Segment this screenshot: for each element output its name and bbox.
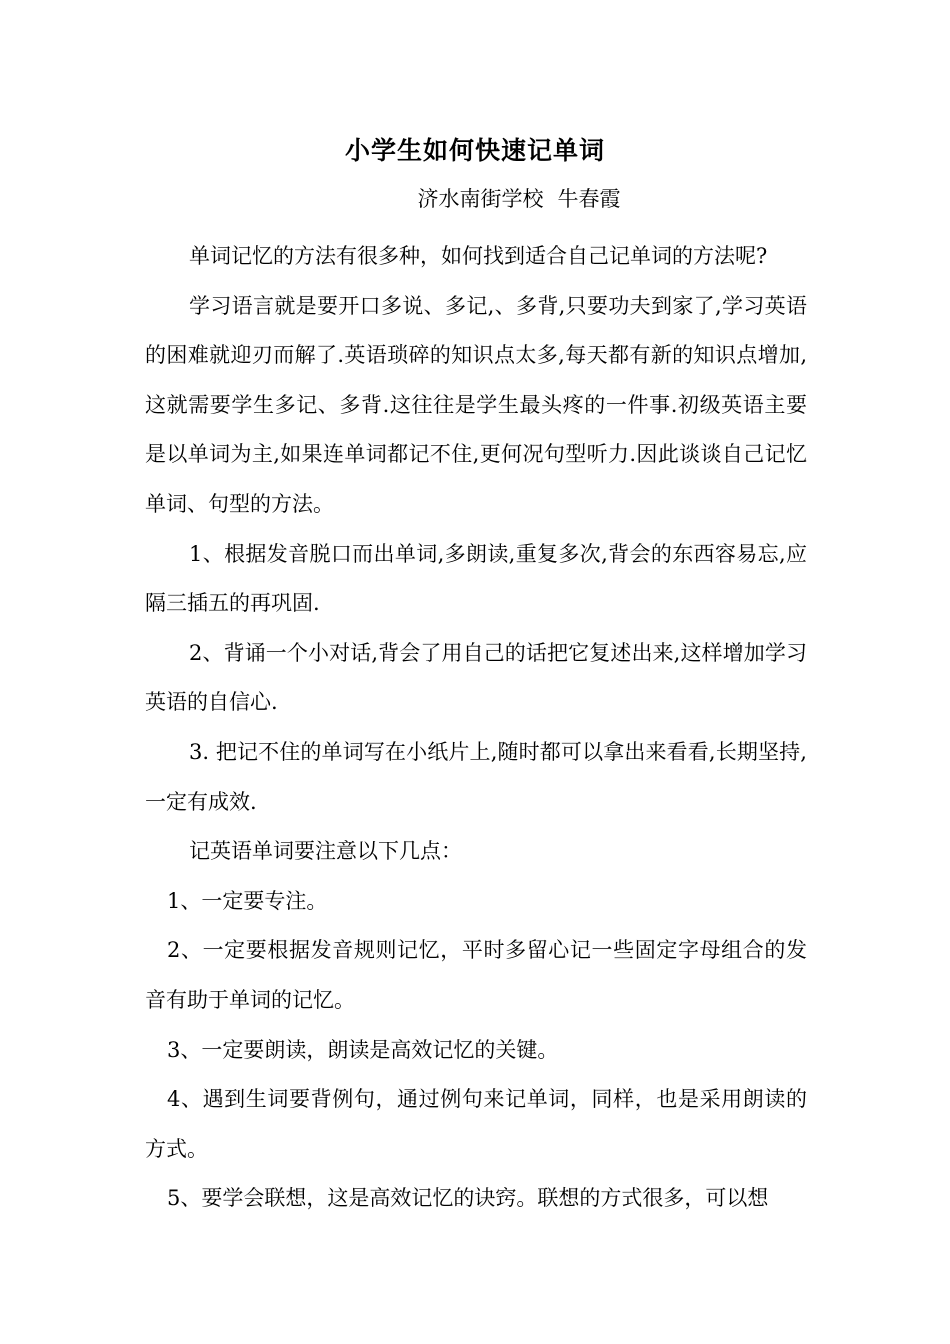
paragraph-note-1: 1、一定要专注。 [167,888,328,913]
paragraph-note-5: 5、要学会联想，这是高效记忆的诀窍。联想的方式很多，可以想 [167,1186,769,1211]
document-title: 小学生如何快速记单词 [344,136,605,165]
author-line [0,182,950,216]
paragraph-learning-language: 学习语言就是要开口多说、多记,、多背,只要功夫到家了,学习英语的困难就迎刃而解了.英语琐碎的知识点太多,每天都有新的知识点增加,这就需要学生多记、多背.这往往是学生最头疼的一件事.初级英语主要是以单词为主,如果连单词都记不住,更何况句型听力.因此谈谈自己记忆单词、句型的方法。 [145,293,807,516]
author-school: 济水南街学校 [417,187,544,211]
paragraph-method-3: 3. 把记不住的单词写在小纸片上,随时都可以拿出来看看,长期坚持,一定有成效. [145,739,807,814]
paragraph-method-2: 2、背诵一个小对话,背会了用自己的话把它复述出来,这样增加学习英语的自信心. [145,640,807,715]
document-body [145,232,807,1224]
author-name: 牛春霞 [557,187,621,211]
paragraph-notes-heading: 记英语单词要注意以下几点： [189,839,462,864]
paragraph-note-3: 3、一定要朗读，朗读是高效记忆的关键。 [167,1037,559,1062]
paragraph-note-4: 4、遇到生词要背例句，通过例句来记单词，同样，也是采用朗读的方式。 [145,1087,807,1161]
paragraph-note-2: 2、一定要根据发音规则记忆，平时多留心记一些固定字母组合的发音有助于单词的记忆。 [145,938,807,1012]
paragraph-intro: 单词记忆的方法有很多种，如何找到适合自己记单词的方法呢? [189,244,768,268]
paragraph-method-1: 1、根据发音脱口而出单词,多朗读,重复多次,背会的东西容易忘,应隔三插五的再巩固. [145,541,807,616]
